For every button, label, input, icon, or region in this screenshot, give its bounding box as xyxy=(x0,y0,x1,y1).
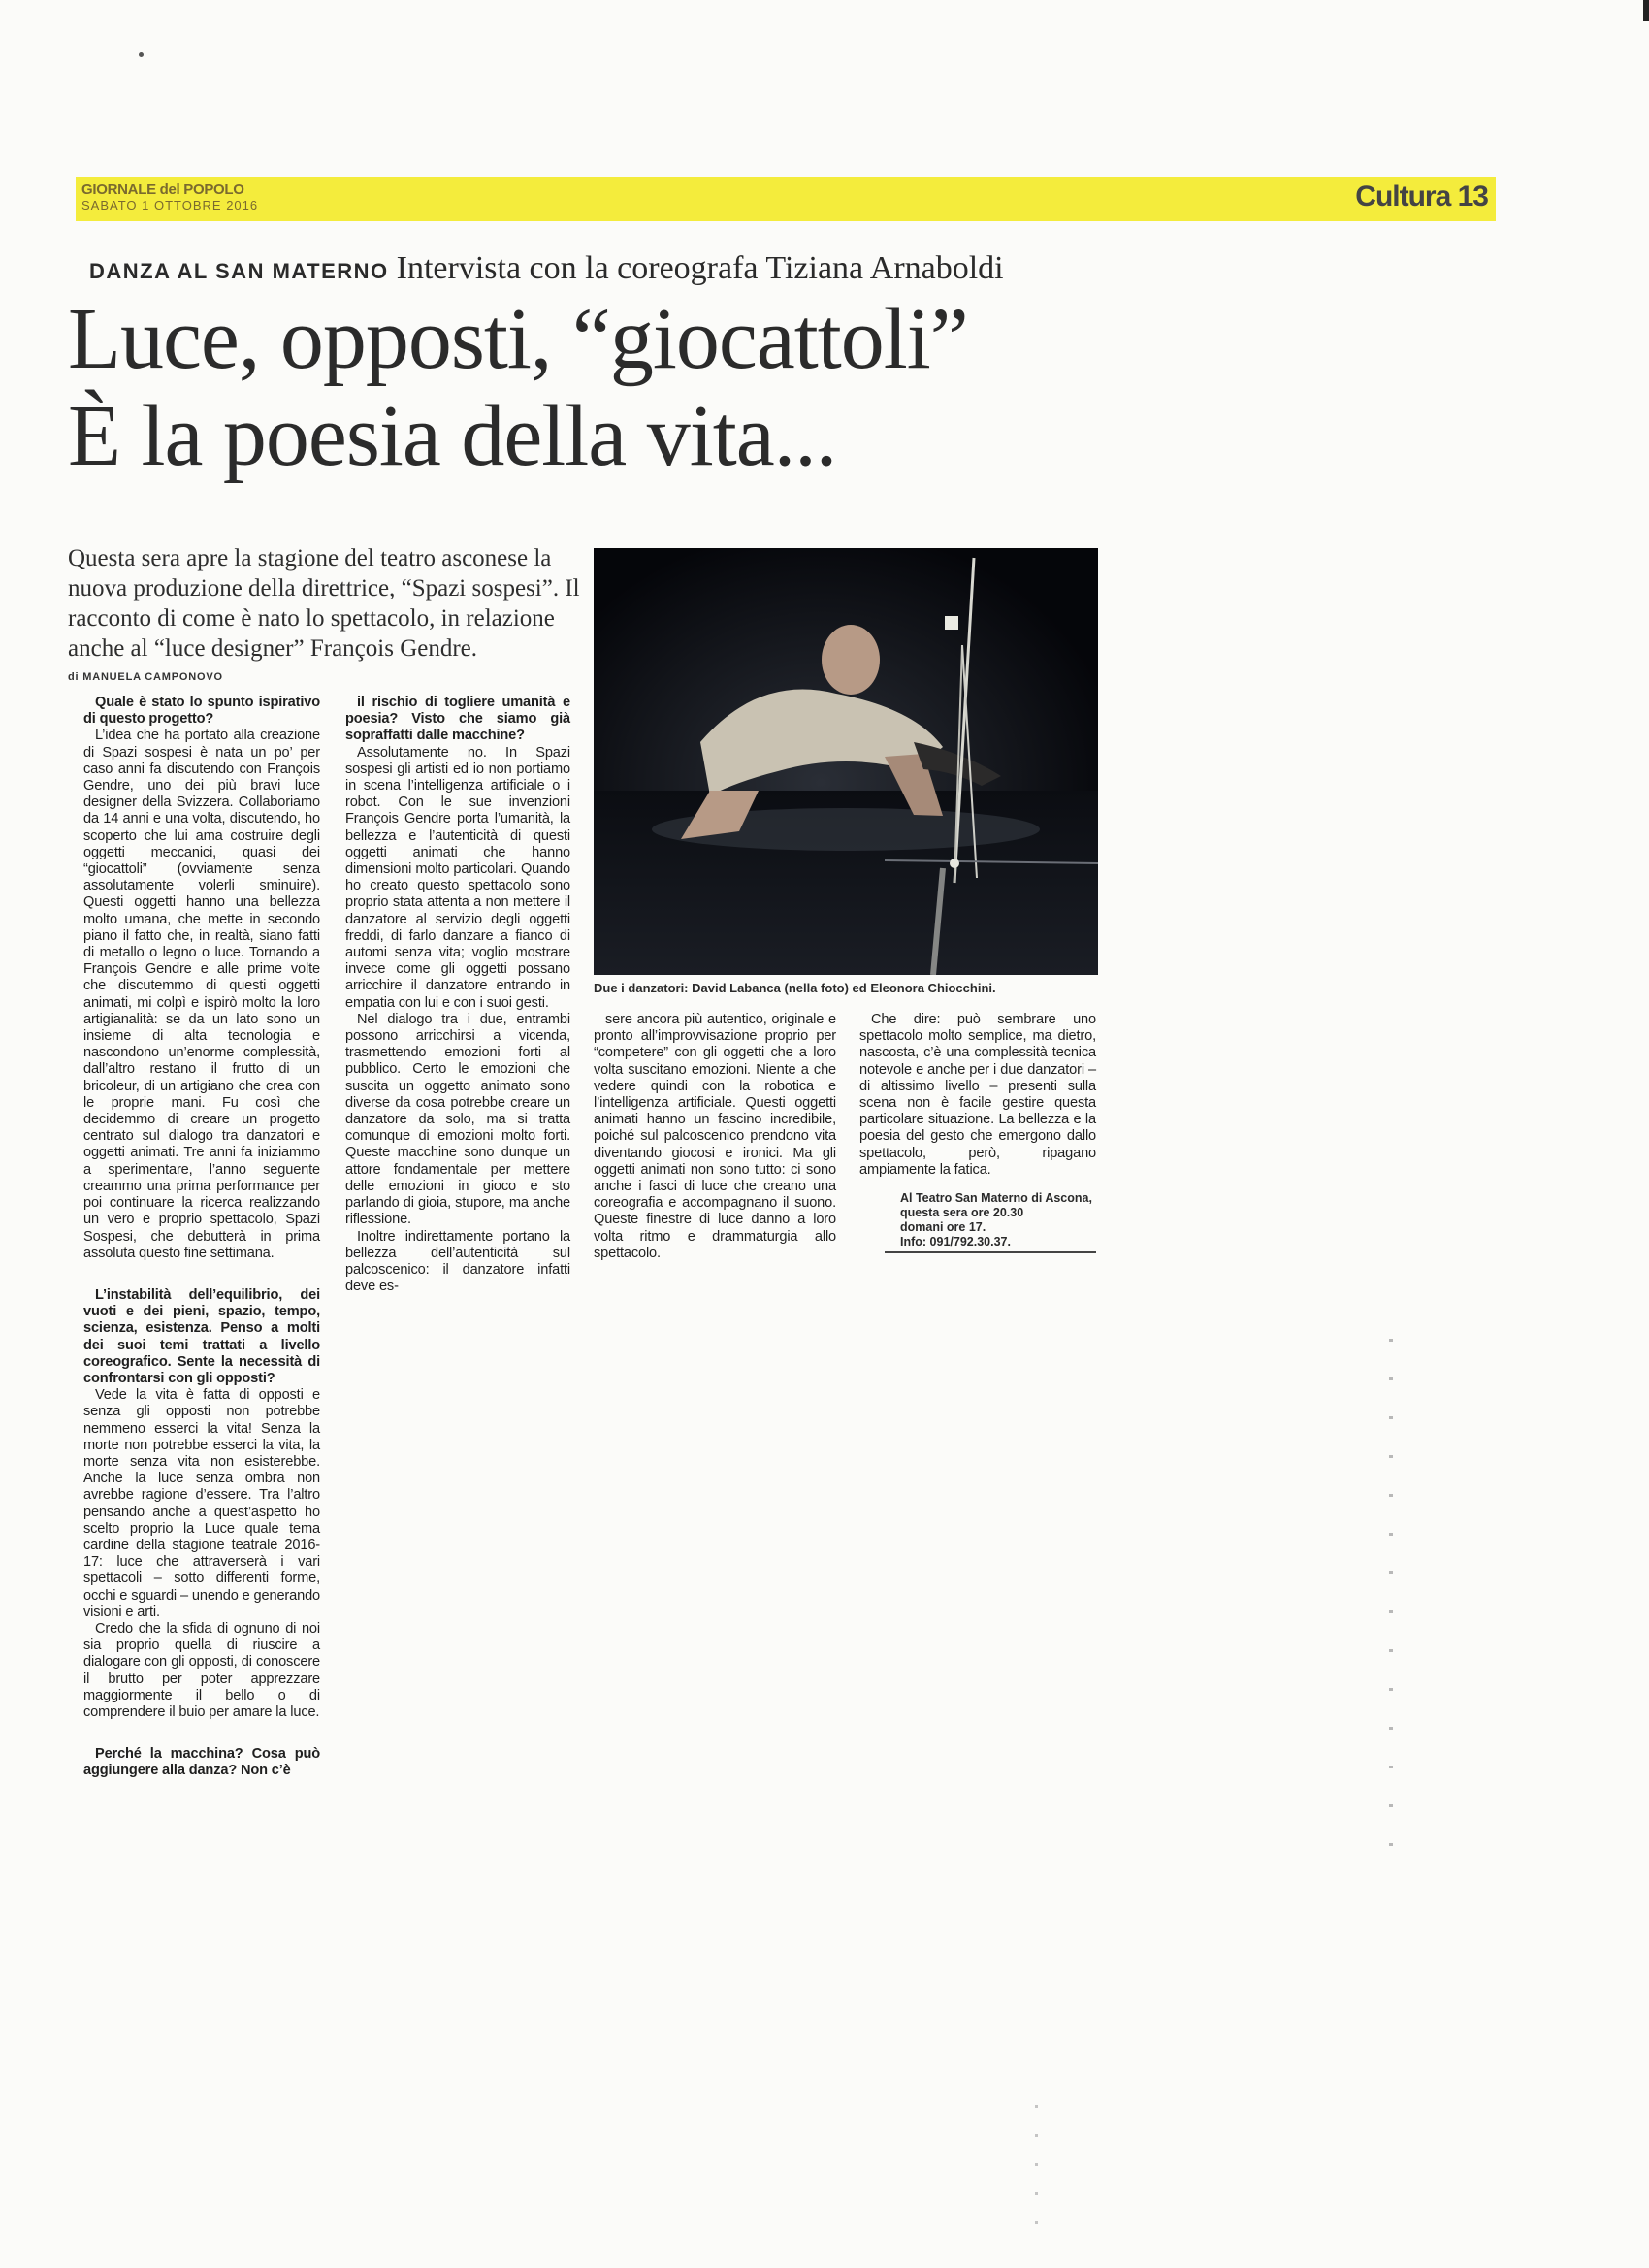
interview-answer: Inoltre indirettamente portano la bellezza dell’autenticità sul palcoscenico: il danzatore infatti deve es- xyxy=(345,1228,570,1295)
stage-scene-illustration xyxy=(594,548,1098,975)
info-underline xyxy=(885,1251,1096,1253)
interview-answer: Assolutamente no. In Spazi sospesi gli artisti ed io non portiamo in scena l’intelligenza artificiale o i robot. Con le sue invenzioni François Gendre porta l’umanità, la bellezza e l’autenticità di questi oggetti animati che hanno dimensioni molto particolari. Quando ho creato questo spettacolo sono proprio stata attenta a non mettere il danzatore al servizio degli oggetti freddi, di farlo danzare a fianco di automi senza vita; voglio mostrare invece come gli oggetti possano arricchire il danzatore entrando in empatia con lui e con i suoi gesti. xyxy=(345,744,570,1011)
kicker-tag: DANZA AL SAN MATERNO xyxy=(89,259,389,283)
article-headline xyxy=(68,291,968,485)
interview-question: Perché la macchina? Cosa può aggiungere alla danza? Non c’è xyxy=(83,1746,320,1779)
photo-caption: Due i danzatori: David Labanca (nella foto) ed Eleonora Chiocchini. xyxy=(594,981,996,995)
kicker-subtitle: Intervista con la coreografa Tiziana Arnaboldi xyxy=(396,250,1004,286)
event-phone-info: Info: 091/792.30.37. xyxy=(900,1235,1011,1248)
headline-line-2: È la poesia della vita... xyxy=(68,388,837,484)
masthead-paper-name: GIORNALE del POPOLO xyxy=(81,181,244,198)
interview-answer: sere ancora più autentico, originale e pronto all’improvvisazione proprio per “competere” con gli oggetti che a loro volta suscitano emozioni. Niente a che vedere quindi con la robotica e l’intelligenza artificiale. Questi oggetti animati hanno un fascino incredibile, poiché sul palcoscenico prendono vita diventando giocosi e ironici. Ma gli oggetti animati non sono tutto: ci sono anche i fasci di luce che creano una coreografia e accompagnano il suono. Queste finestre di luce danno a loro volta ritmo e drammaturgia allo spettacolo. xyxy=(594,1012,836,1261)
interview-question: il rischio di togliere umanità e poesia? Visto che siamo già sopraffatti dalle macchine? xyxy=(345,695,570,744)
event-time-today: questa sera ore 20.30 xyxy=(900,1206,1024,1219)
interview-answer: L’idea che ha portato alla creazione di Spazi sospesi è nata un po’ per caso anni fa discutendo con François Gendre, uno dei più bravi luce designer della Svizzera. Collaboriamo da 14 anni e una volta, discutendo, ho scoperto che lui ama costruire degli oggetti meccanici, quasi dei “giocattoli” (ovviamente senza assolutamente volerli sminuire). Questi oggetti hanno una bellezza molto umana, che mette in secondo piano il fatto che, in realtà, siano fatti di metallo o legno o luce. Tornando a François Gendre e alle prime volte che discutemmo di questi oggetti animati, mi colpì e ispirò molto la loro artigianalità: se da un lato sono un insieme di alta tecnologia e nascondono un’enorme complessità, dall’altro restano il frutto di un bricoleur, di un artigiano che crea con le proprie mani. Fu così che decidemmo di creare un progetto centrato sul dialogo tra danzatori e oggetti animati. Tre anni fa iniziammo a sperimentare, l’anno seguente creammo una prima performance per poi continuare la ricerca realizzando un vero e proprio spettacolo, Spazi Sospesi, che debutterà in prima assoluta questo fine settimana. xyxy=(83,728,320,1261)
headline-line-1: Luce, opposti, “giocattoli” xyxy=(68,291,968,387)
event-venue: Al Teatro San Materno di Ascona, xyxy=(900,1191,1092,1205)
interview-answer: Che dire: può sembrare uno spettacolo molto semplice, ma dietro, nascosta, c’è una complessità tecnica notevole e anche per i due danzatori – di altissimo livello – presenti sulla scena non è facile gestire questa particolare situazione. La bellezza e la poesia del gesto che emergono dallo spettacolo, però, ripagano ampiamente la fatica. xyxy=(859,1012,1096,1178)
interview-answer: Nel dialogo tra i due, entrambi possono arricchirsi a vicenda, trasmettendo emozioni forti al pubblico. Certo le emozioni che suscita un oggetto animato sono diverse da cosa potrebbe creare un danzatore da solo, ma si tratta comunque di emozioni molto forti. Queste macchine sono dunque un attore fondamentale per mettere delle emozioni in gioco e sto parlando di gioia, stupore, ma anche riflessione. xyxy=(345,1011,570,1228)
section-page-label: Cultura 13 xyxy=(1355,180,1488,212)
interview-answer: Credo che la sfida di ognuno di noi sia proprio quella di riuscire a dialogare con gli opposti, di conoscere il brutto per poter apprezzare maggiormente il bello o di comprendere il buio per amare la luce. xyxy=(83,1620,320,1720)
text-column-3 xyxy=(594,1012,836,1262)
scan-dust-trail-lower xyxy=(1035,2105,1038,2241)
text-column-1 xyxy=(83,695,320,1780)
interview-question: Quale è stato lo spunto ispirativo di questo progetto? xyxy=(83,695,320,728)
article-kicker xyxy=(89,250,1004,287)
newspaper-masthead xyxy=(81,182,258,213)
scan-edge-mark xyxy=(1643,0,1649,21)
text-column-2 xyxy=(345,695,570,1295)
header-band xyxy=(76,177,1496,221)
article-lead: Questa sera apre la stagione del teatro asconese la nuova produzione della direttrice, “Spazi sospesi”. Il racconto di come è nato lo spettacolo, in relazione anche al “luce designer” François Gendre. xyxy=(68,545,580,662)
article-byline: di MANUELA CAMPONOVO xyxy=(68,671,223,683)
event-info-box xyxy=(898,1191,1102,1249)
scan-speck xyxy=(139,52,144,57)
interview-question: L’instabilità dell’equilibrio, dei vuoti e dei pieni, spazio, tempo, scienza, esistenza. Penso a molti dei suoi temi trattati a livello coreografico. Sente la necessità di confrontarsi con gli opposti? xyxy=(83,1286,320,1386)
masthead-date: SABATO 1 OTTOBRE 2016 xyxy=(81,198,259,212)
scan-dust-trail xyxy=(1389,1339,1393,1882)
text-column-4 xyxy=(859,1012,1096,1179)
interview-answer: Vede la vita è fatta di opposti e senza gli opposti non potrebbe nemmeno esserci la vita! Senza la morte non potrebbe esserci la vita, la morte senza vita non esisterebbe. Anche la luce senza ombra non avrebbe ragione d’essere. Tra l’altro pensando anche a quest’aspetto ho scelto proprio la Luce quale tema cardine della stagione teatrale 2016-17: luce che attraverserà i vari spettacoli – sotto differenti forme, occhi e sguardi – unendo e generando visioni e arti. xyxy=(83,1387,320,1620)
dancer-photo xyxy=(594,548,1098,975)
event-time-tomorrow: domani ore 17. xyxy=(900,1220,986,1234)
